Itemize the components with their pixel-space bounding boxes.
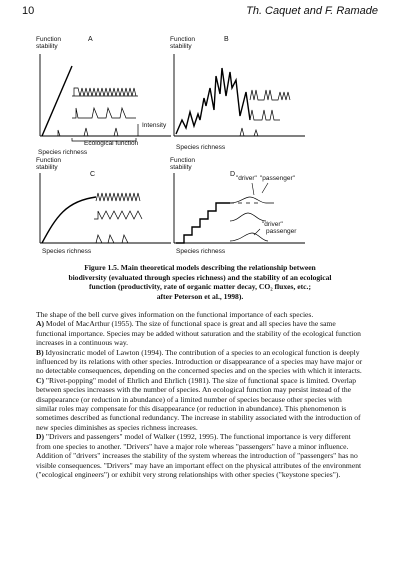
panel-a-letter: A bbox=[88, 36, 93, 43]
panel-d-xlabel: Species richness bbox=[176, 248, 226, 255]
panel-a-intensity-label: Intensity bbox=[142, 122, 167, 129]
panel-d-letter: D bbox=[230, 171, 236, 178]
panel-d-step-curve bbox=[176, 203, 230, 243]
panel-b bbox=[170, 36, 310, 151]
panel-d-arrow-driver bbox=[252, 183, 254, 195]
panel-b-wave-low bbox=[240, 128, 270, 136]
panel-c-wave-mid bbox=[94, 211, 142, 219]
paragraph-a: A) Model of MacArthur (1955). The size of functional space is great and all species have the same functional importance. Species may be added without saturation and the stability of the ecological function increases in a continuous way. bbox=[36, 319, 361, 348]
running-head-authors: Th. Caquet and F. Ramade bbox=[246, 5, 378, 17]
paragraph-d: D) "Drivers and passengers" model of Walker (1992, 1995). The functional importance is very different from one species to another. "Drivers" have a major role whereas "passengers" have a minor influence. Addition of "drivers" increases the stability of the system whereas the introduction of "passengers" has no visible consequences. "Drivers" may have an important effect on the physical attributes of the environment ("ecological engineers") or exhibit very strong relationships with other species ("keystone species"). bbox=[36, 432, 362, 479]
panel-a-wave-top bbox=[72, 88, 138, 96]
panel-b-wave-mid bbox=[250, 110, 280, 120]
paragraph-c: C) "Rivet-popping" model of Ehrlich and Ehrlich (1981). The size of functional space is limited. Overlap between species increases with the number of species. An ecological function may persist instead of the disappearance (or reduction in abundance) of a limited number of species because other species with similar roles may compensate for this disappearance (or reduction in abundance). This phenomenon is sometimes described as functional redundancy. The increase in stability associated with the introduction of new species diminishes as species richness increases. bbox=[36, 375, 361, 432]
panel-c bbox=[36, 157, 176, 255]
panel-c-plot bbox=[36, 157, 176, 252]
panel-a-wave-low bbox=[58, 128, 136, 136]
panel-d-passenger-label-top: "passenger" bbox=[260, 175, 295, 182]
panel-b-xlabel: Species richness bbox=[176, 144, 226, 151]
panel-c-saturation-curve bbox=[42, 197, 96, 243]
panel-a bbox=[36, 36, 176, 156]
panel-b-wave-top bbox=[250, 90, 290, 100]
panel-c-letter: C bbox=[90, 171, 96, 178]
panel-b-letter: B bbox=[224, 36, 229, 43]
panel-b-plot bbox=[170, 36, 310, 146]
panel-d-passenger-hump bbox=[230, 233, 268, 241]
body-text bbox=[36, 310, 364, 479]
panel-c-xlabel: Species richness bbox=[42, 248, 92, 255]
panel-c-ylabel: Function stability bbox=[36, 157, 61, 171]
page-header bbox=[22, 5, 378, 19]
panel-a-ecofunc-label: Ecological function bbox=[84, 140, 139, 147]
intro-paragraph: The shape of the bell curve gives information on the functional importance of each species. bbox=[36, 310, 314, 319]
panel-d-driver-hump-mid bbox=[230, 213, 266, 221]
panel-a-xlabel: Species richness bbox=[38, 149, 88, 156]
panel-a-plot bbox=[36, 36, 176, 146]
panel-d-driver-hump-top bbox=[230, 197, 274, 203]
panel-d-driver-label-low: "driver" bbox=[262, 221, 283, 228]
panel-b-ylabel: Function stability bbox=[170, 36, 195, 50]
panel-d bbox=[170, 157, 310, 255]
panel-d-arrow-driver-low bbox=[254, 229, 260, 235]
panel-b-stability-curve bbox=[176, 68, 250, 134]
panel-d-passenger-label-low: passenger bbox=[266, 228, 297, 235]
panel-c-wave-low bbox=[92, 235, 134, 243]
panel-a-ylabel: Function stability bbox=[36, 36, 61, 50]
paragraph-b: B) Idyosincratic model of Lawton (1994). The contribution of a species to an ecological function is deeply influenced by its relations with other species. Introduction or disappearance of a species may have major or no detectable consequences, depending on the concerned species and on the species with which it interacts. bbox=[36, 347, 363, 376]
figure-caption: Figure 1.5. Main theoretical models describing the relationship between biodiversity (evaluated through species richness) and the stability of an ecological function (productivity, rate of organic matter decay, CO₂ fluxes, etc.; after Peterson et al., 1998). bbox=[68, 263, 332, 301]
panel-d-driver-label-top: "driver" bbox=[236, 175, 257, 182]
panel-a-stability-line bbox=[42, 66, 72, 136]
panel-d-ylabel: Function stability bbox=[170, 157, 195, 171]
panel-d-plot bbox=[170, 157, 310, 252]
page-number: 10 bbox=[22, 5, 35, 17]
panel-d-arrow-passenger bbox=[262, 183, 268, 193]
panel-a-wave-mid bbox=[72, 108, 136, 118]
panel-c-wave-top bbox=[96, 193, 140, 201]
